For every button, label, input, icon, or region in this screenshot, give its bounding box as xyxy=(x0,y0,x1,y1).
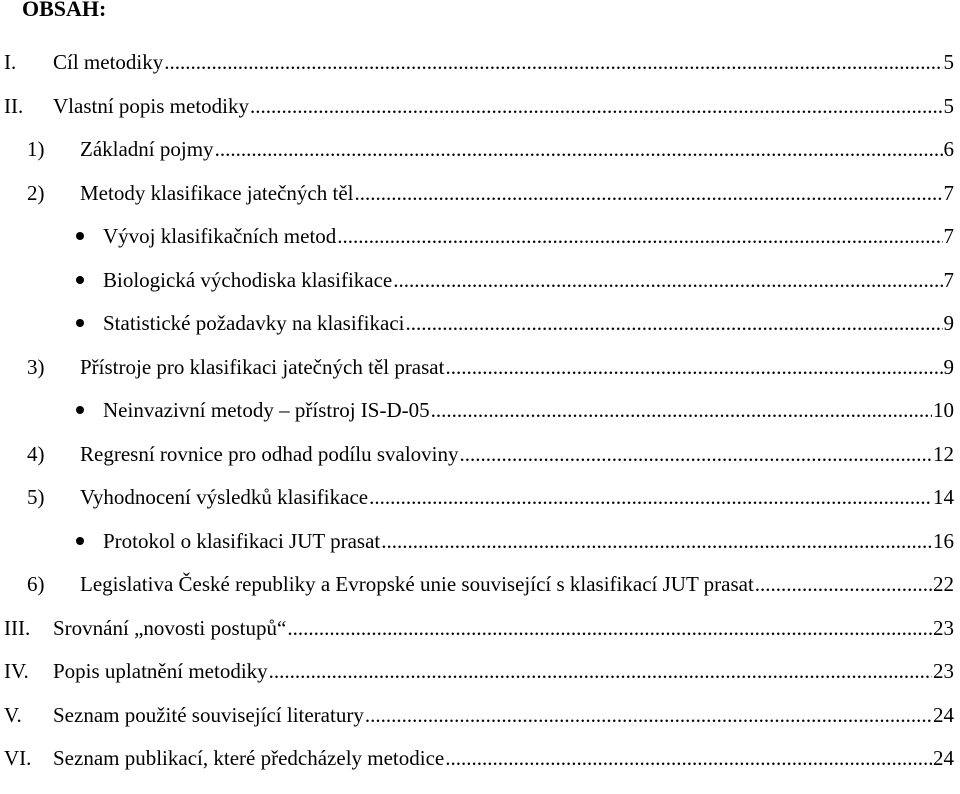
toc-entry-title: Statistické požadavky na klasifikaci xyxy=(103,311,405,335)
toc-entry[interactable] xyxy=(0,526,960,556)
toc-entry-page: 23 xyxy=(933,615,954,640)
toc-entry-number: 1) xyxy=(27,137,45,161)
toc-entry-page: 16 xyxy=(933,528,954,553)
toc-entry-title: Neinvazivní metody – přístroj IS-D-05 xyxy=(103,398,430,422)
toc-entry-page: 23 xyxy=(933,659,954,683)
toc-entry-title: Legislativa České republiky a Evropské unie související s klasifikací JUT prasat xyxy=(80,572,754,596)
toc-entry[interactable] xyxy=(0,613,960,643)
toc-entry-number: VI. xyxy=(4,746,32,770)
toc-leader-dots xyxy=(445,743,932,773)
bullet-icon xyxy=(76,319,84,327)
toc-entry-title: Vyhodnocení výsledků klasifikace xyxy=(80,485,369,509)
toc-entry[interactable] xyxy=(0,91,960,121)
toc-entry[interactable] xyxy=(0,47,960,77)
toc-entry-title: Biologická východiska klasifikace xyxy=(103,267,393,292)
toc-leader-dots xyxy=(269,656,932,686)
toc-entry[interactable] xyxy=(0,743,960,773)
toc-leader-dots xyxy=(445,352,942,382)
toc-entry-number: 4) xyxy=(27,441,45,466)
toc-entry[interactable] xyxy=(0,308,960,338)
toc-entry-title: Popis uplatnění metodiky xyxy=(53,659,268,683)
toc-leader-dots xyxy=(250,91,943,121)
toc-entry[interactable] xyxy=(0,569,960,599)
bullet-icon xyxy=(76,537,84,545)
page-title: OBSAH: xyxy=(22,0,107,21)
toc-leader-dots xyxy=(365,700,932,730)
toc-entry[interactable] xyxy=(0,700,960,730)
toc-entry-number: 5) xyxy=(27,485,45,509)
bullet-icon xyxy=(76,276,84,284)
toc-entry-title: Přístroje pro klasifikaci jatečných těl prasat xyxy=(80,354,445,379)
bullet-icon xyxy=(76,232,84,240)
toc-entry-page: 10 xyxy=(933,398,954,422)
toc-entry-title: Regresní rovnice pro odhad podílu svaloviny xyxy=(80,441,459,466)
toc-entry[interactable] xyxy=(0,352,960,382)
toc-leader-dots xyxy=(369,482,932,512)
toc-entry-page: 6 xyxy=(943,137,954,161)
toc-entry-number: V. xyxy=(4,702,22,727)
toc-entry[interactable] xyxy=(0,221,960,251)
toc-entry-number: IV. xyxy=(4,659,29,683)
toc-leader-dots xyxy=(460,439,932,469)
toc-entry-page: 12 xyxy=(933,441,954,466)
toc-entry-number: 2) xyxy=(27,180,45,205)
toc-leader-dots xyxy=(406,308,943,338)
toc-leader-dots xyxy=(287,613,932,643)
toc-entry-number: II. xyxy=(4,93,24,118)
toc-entry-title: Protokol o klasifikaci JUT prasat xyxy=(103,528,381,553)
toc-entry-page: 7 xyxy=(943,224,954,248)
toc-entry-number: III. xyxy=(4,615,31,640)
toc-leader-dots xyxy=(337,221,942,251)
toc-entry-page: 24 xyxy=(933,746,954,770)
toc-entry-number: 3) xyxy=(27,354,45,379)
toc-entry[interactable] xyxy=(0,482,960,512)
toc-entry-page: 7 xyxy=(943,267,954,292)
toc-entry-title: Srovnání „novosti postupů“ xyxy=(53,615,287,640)
toc-entry[interactable] xyxy=(0,656,960,686)
toc-entry-page: 22 xyxy=(933,572,954,596)
toc-entry-page: 9 xyxy=(943,354,954,379)
toc-entry-title: Metody klasifikace jatečných těl xyxy=(80,180,354,205)
toc-entry-number: I. xyxy=(4,50,17,74)
toc-entry-title: Základní pojmy xyxy=(80,137,214,161)
toc-entry-title: Vývoj klasifikačních metod xyxy=(103,224,337,248)
toc-leader-dots xyxy=(354,178,942,208)
toc-entry-page: 24 xyxy=(933,702,954,727)
toc-entry-page: 5 xyxy=(943,93,954,118)
toc-entry[interactable] xyxy=(0,134,960,164)
bullet-icon xyxy=(76,406,84,414)
toc-entry-title: Cíl metodiky xyxy=(53,50,164,74)
toc-entry[interactable] xyxy=(0,395,960,425)
toc-entry-page: 5 xyxy=(943,50,954,74)
toc-entry[interactable] xyxy=(0,439,960,469)
toc-leader-dots xyxy=(215,134,943,164)
toc-entry[interactable] xyxy=(0,265,960,295)
toc-entry-page: 14 xyxy=(933,485,954,509)
toc-leader-dots xyxy=(381,526,932,556)
toc-entry-title: Seznam použité související literatury xyxy=(53,702,364,727)
toc-entry-page: 7 xyxy=(943,180,954,205)
toc-entry-title: Vlastní popis metodiky xyxy=(53,93,249,118)
toc-entry-number: 6) xyxy=(27,572,45,596)
toc-leader-dots xyxy=(755,569,932,599)
toc-leader-dots xyxy=(431,395,932,425)
toc-entry-page: 9 xyxy=(943,311,954,335)
toc-leader-dots xyxy=(393,265,942,295)
toc-entry-title: Seznam publikací, které předcházely metodice xyxy=(53,746,445,770)
toc-leader-dots xyxy=(164,47,942,77)
toc-entry[interactable] xyxy=(0,178,960,208)
